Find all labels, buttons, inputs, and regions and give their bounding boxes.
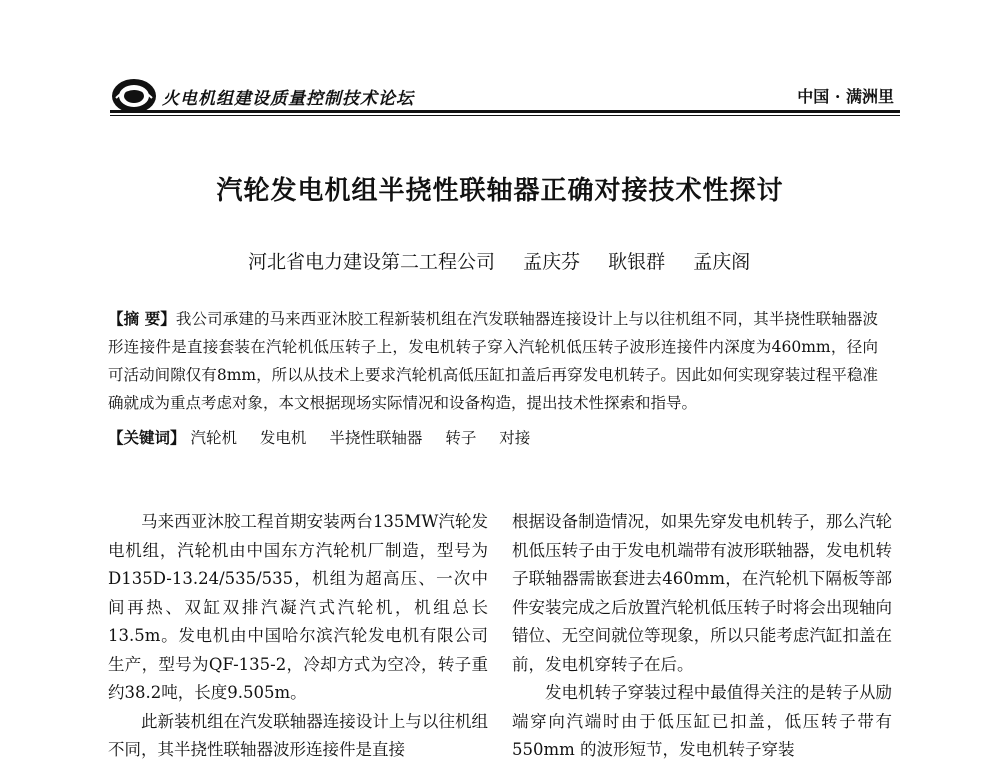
- keywords-label: 【关键词】: [108, 428, 186, 447]
- keyword: 转子: [445, 429, 477, 447]
- keywords: [108, 424, 878, 452]
- author-name: 孟庆芬: [523, 251, 581, 273]
- paper-title: 汽轮发电机组半挠性联轴器正确对接技术性探讨: [216, 176, 784, 206]
- keyword: 发电机: [259, 429, 307, 447]
- header-rule: [110, 110, 900, 113]
- abstract-text: 我公司承建的马来西亚沐胶工程新装机组在汽发联轴器连接设计上与以往机组不同，其半挠性联轴器波形连接件是直接套装在汽轮机低压转子上，发电机转子穿入汽轮机低压转子波形连接件内深度为460mm，径向可活动间隙仅有8mm，所以从技术上要求汽轮机高低压缸扣盖后再穿发电机转子。因此如何实现穿装过程平稳准确就成为重点考虑对象，本文根据现场实际情况和设备构造，提出技术性探索和指导。: [108, 310, 878, 412]
- affiliation: 河北省电力建设第二工程公司: [248, 251, 496, 273]
- author-line: [248, 247, 772, 274]
- body-paragraph: 马来西亚沐胶工程首期安装两台135MW汽轮发电机组，汽轮机由中国东方汽轮机厂制造，型号为D135D-13.24/535/535，机组为超高压、一次中间再热、双缸双排汽凝汽式汽轮机，机组总长13.5m。发电机由中国哈尔滨汽轮发电机有限公司生产，型号为QF-135-2，冷却方式为空冷，转子重约38.2吨，长度9.505m。: [108, 512, 488, 702]
- keyword: 汽轮机: [190, 429, 237, 447]
- body-paragraph: 此新装机组在汽发联轴器连接设计上与以往机组不同，其半挠性联轴器波形连接件是直接: [108, 711, 488, 759]
- series-title: 火电机组建设质量控制技术论坛: [162, 89, 414, 109]
- body-column-left: [108, 508, 488, 765]
- body-column-right: [512, 508, 892, 765]
- keyword: 半挠性联轴器: [329, 429, 423, 447]
- page-header: [110, 70, 900, 120]
- body-paragraph: 根据设备制造情况，如果先穿发电机转子，那么汽轮机低压转子由于发电机端带有波形联轴器，发电机转子联轴器需嵌套进去460mm，在汽轮机下隔板等部件安装完成之后放置汽轮机低压转子时将会出现轴向错位、无空间就位等现象，所以只能考虑汽缸扣盖在前，发电机穿转子在后。: [512, 512, 892, 674]
- header-rule-thin: [110, 115, 900, 116]
- keyword: 对接: [499, 429, 531, 447]
- abstract: [108, 305, 878, 417]
- abstract-label: 【摘 要】: [108, 309, 176, 328]
- location-label: 中国 · 满洲里: [797, 87, 894, 106]
- author-name: 耿银群: [608, 251, 666, 273]
- body-paragraph: 发电机转子穿装过程中最值得关注的是转子从励端穿向汽端时由于低压缸已扣盖，低压转子带有 550mm 的波形短节，发电机转子穿装: [512, 683, 892, 759]
- author-name: 孟庆阁: [693, 251, 751, 273]
